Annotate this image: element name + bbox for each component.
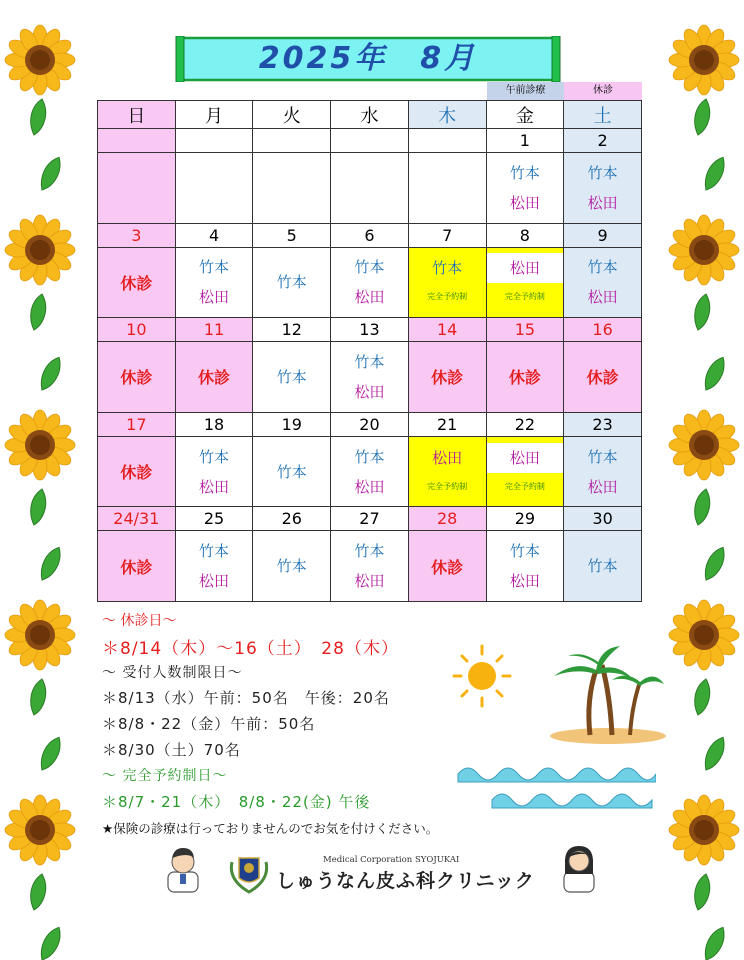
doctor-takemoto: 竹本	[587, 258, 618, 277]
reservation-cell	[408, 247, 486, 318]
reservation-cell	[486, 436, 564, 507]
date-cell: 10	[98, 318, 176, 342]
doctor-takemoto: 竹本	[432, 259, 463, 278]
schedule-cell	[175, 531, 253, 602]
date-row-3	[98, 318, 642, 342]
doctor-takemoto: 竹本	[354, 258, 385, 277]
reservation-days: ＊8/7・21（木） 8/8・22(金) 午後	[102, 793, 371, 811]
schedule-row-1	[98, 153, 642, 224]
date-row-5	[98, 507, 642, 531]
weekday-header-row	[98, 101, 642, 129]
schedule-cell	[408, 153, 486, 224]
doctor-takemoto: 竹本	[587, 447, 618, 466]
doctor-takemoto: 竹本	[276, 367, 307, 386]
date-cell: 22	[486, 412, 564, 436]
doctor-takemoto: 竹本	[354, 542, 385, 561]
date-cell	[175, 129, 253, 153]
doctor-matsuda: 松田	[199, 288, 230, 307]
weekday-thu: 木	[408, 101, 486, 129]
date-cell: 13	[331, 318, 409, 342]
limit-line-2: ＊8/8・22（金）午前：50名	[102, 715, 316, 733]
date-cell: 11	[175, 318, 253, 342]
date-cell: 5	[253, 223, 331, 247]
date-cell: 8	[486, 223, 564, 247]
closed-cell: 休診	[408, 531, 486, 602]
doctor-matsuda: 松田	[354, 477, 385, 496]
doctor-matsuda: 松田	[487, 443, 564, 473]
date-cell: 26	[253, 507, 331, 531]
reservation-heading: ～ 完全予約制日～	[102, 768, 228, 784]
schedule-cell	[253, 247, 331, 318]
date-cell: 3	[98, 223, 176, 247]
legend-closed: 休診	[564, 82, 642, 100]
schedule-cell	[564, 247, 642, 318]
date-cell	[253, 129, 331, 153]
weekday-mon: 月	[175, 101, 253, 129]
limit-line-3: ＊8/30（土）70名	[102, 741, 241, 759]
reservation-only-label: 完全予約制	[427, 292, 468, 302]
schedule-cell	[175, 153, 253, 224]
date-row-1	[98, 129, 642, 153]
date-cell: 20	[331, 412, 409, 436]
date-cell: 23	[564, 412, 642, 436]
date-cell: 27	[331, 507, 409, 531]
schedule-row-5	[98, 531, 642, 602]
closed-days-heading: ～ 休診日～	[102, 613, 177, 629]
doctor-male-avatar	[160, 844, 206, 894]
reservation-only-label: 完全予約制	[427, 481, 468, 491]
doctor-takemoto: 竹本	[587, 163, 618, 182]
doctor-matsuda: 松田	[587, 193, 618, 212]
date-cell: 18	[175, 412, 253, 436]
date-cell: 24/31	[98, 507, 176, 531]
doctor-takemoto: 竹本	[276, 273, 307, 292]
schedule-cell	[564, 153, 642, 224]
date-cell: 14	[408, 318, 486, 342]
schedule-row-3	[98, 342, 642, 413]
sunflower-border-right	[664, 0, 744, 960]
closed-cell: 休診	[98, 342, 176, 413]
weekday-tue: 火	[253, 101, 331, 129]
limit-line-1: ＊8/13（水）午前：50名 午後：20名	[102, 689, 390, 707]
clinic-corporation: Medical Corporation SYOJUKAI	[323, 855, 460, 865]
doctor-takemoto: 竹本	[199, 258, 230, 277]
doctor-matsuda: 松田	[487, 253, 564, 283]
closed-cell: 休診	[98, 247, 176, 318]
date-cell: 29	[486, 507, 564, 531]
doctor-matsuda: 松田	[432, 448, 463, 467]
date-cell: 2	[564, 129, 642, 153]
schedule-cell	[564, 436, 642, 507]
schedule-row-4	[98, 436, 642, 507]
date-cell: 28	[408, 507, 486, 531]
weekday-wed: 水	[331, 101, 409, 129]
schedule-cell	[175, 436, 253, 507]
closed-cell: 休診	[564, 342, 642, 413]
schedule-cell	[331, 153, 409, 224]
doctor-matsuda: 松田	[587, 288, 618, 307]
schedule-cell	[331, 436, 409, 507]
schedule-cell	[253, 342, 331, 413]
date-cell: 30	[564, 507, 642, 531]
date-cell: 15	[486, 318, 564, 342]
date-row-2	[98, 223, 642, 247]
calendar-table	[97, 100, 642, 602]
date-cell: 16	[564, 318, 642, 342]
doctor-matsuda: 松田	[509, 193, 540, 212]
legend-am-only: 午前診療	[487, 82, 564, 100]
weekday-fri: 金	[486, 101, 564, 129]
closed-cell: 休診	[486, 342, 564, 413]
reservation-cell	[408, 436, 486, 507]
schedule-cell	[175, 247, 253, 318]
date-cell: 12	[253, 318, 331, 342]
clinic-name: しゅうなん皮ふ科クリニック	[276, 870, 535, 892]
date-cell	[408, 129, 486, 153]
date-cell: 19	[253, 412, 331, 436]
doctor-takemoto: 竹本	[199, 542, 230, 561]
date-row-4	[98, 412, 642, 436]
doctor-matsuda: 松田	[199, 572, 230, 591]
closed-cell: 休診	[98, 436, 176, 507]
reservation-only-label: 完全予約制	[504, 292, 545, 302]
doctor-matsuda: 松田	[199, 477, 230, 496]
date-cell: 21	[408, 412, 486, 436]
schedule-cell	[253, 436, 331, 507]
schedule-cell	[253, 153, 331, 224]
schedule-cell	[253, 531, 331, 602]
doctor-takemoto: 竹本	[509, 163, 540, 182]
doctor-takemoto: 竹本	[354, 352, 385, 371]
schedule-row-2	[98, 247, 642, 318]
schedule-cell	[331, 531, 409, 602]
waves-icon	[456, 760, 656, 816]
sun-icon	[452, 640, 516, 716]
schedule-cell	[98, 153, 176, 224]
date-cell: 1	[486, 129, 564, 153]
weekday-sun: 日	[98, 101, 176, 129]
doctor-matsuda: 松田	[509, 572, 540, 591]
page-title: 2025年 8月	[258, 41, 478, 76]
doctor-takemoto: 竹本	[354, 447, 385, 466]
doctor-takemoto: 竹本	[276, 462, 307, 481]
limit-heading: ～ 受付人数制限日～	[102, 665, 243, 681]
closed-cell: 休診	[408, 342, 486, 413]
closed-days: ＊8/14（木）～16（土） 28（木）	[102, 639, 399, 659]
doctor-matsuda: 松田	[354, 572, 385, 591]
doctor-matsuda: 松田	[354, 382, 385, 401]
schedule-cell	[331, 247, 409, 318]
date-cell: 9	[564, 223, 642, 247]
date-cell: 6	[331, 223, 409, 247]
schedule-cell	[486, 153, 564, 224]
sunflower-border-left	[0, 0, 80, 960]
doctor-female-avatar	[556, 842, 602, 894]
reservation-cell	[486, 247, 564, 318]
doctor-takemoto: 竹本	[587, 557, 618, 576]
reservation-only-label: 完全予約制	[504, 481, 545, 491]
date-cell: 7	[408, 223, 486, 247]
schedule-cell	[331, 342, 409, 413]
date-cell	[98, 129, 176, 153]
doctor-takemoto: 竹本	[199, 447, 230, 466]
doctor-matsuda: 松田	[587, 477, 618, 496]
closed-cell: 休診	[175, 342, 253, 413]
date-cell	[331, 129, 409, 153]
insurance-note: ★保険の診療は行っておりませんのでお気を付けください。	[102, 821, 439, 836]
date-cell: 17	[98, 412, 176, 436]
schedule-cell	[486, 531, 564, 602]
schedule-cell	[564, 531, 642, 602]
doctor-takemoto: 竹本	[509, 542, 540, 561]
clinic-logo-icon	[228, 852, 270, 894]
palm-island-icon	[540, 640, 666, 744]
date-cell: 25	[175, 507, 253, 531]
doctor-takemoto: 竹本	[276, 557, 307, 576]
closed-cell: 休診	[98, 531, 176, 602]
weekday-sat: 土	[564, 101, 642, 129]
date-cell: 4	[175, 223, 253, 247]
doctor-matsuda: 松田	[354, 288, 385, 307]
